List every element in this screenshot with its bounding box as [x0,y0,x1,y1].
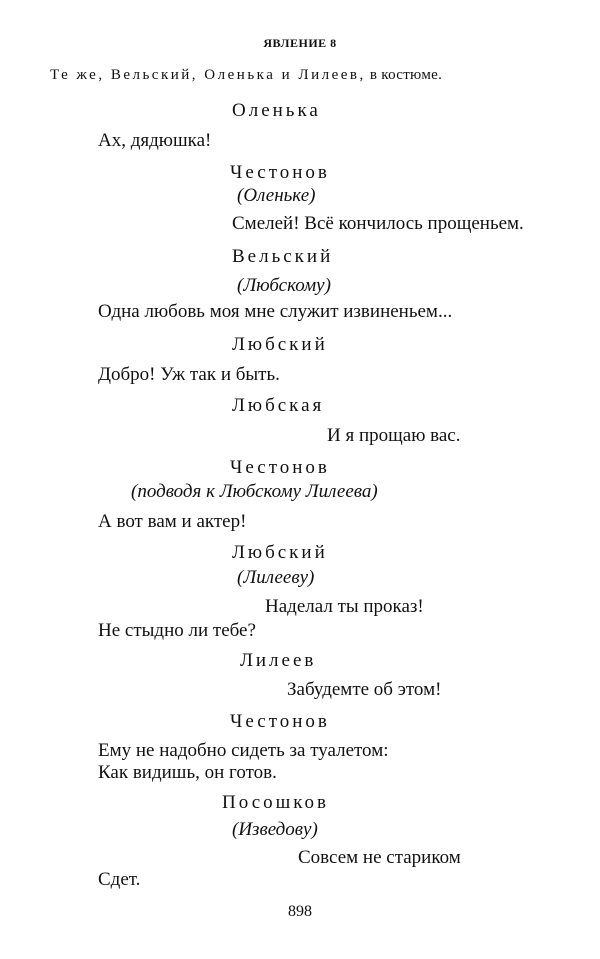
speaker-chestonov: Честонов [230,457,330,478]
page-number: 898 [288,903,312,920]
speaker-lyubsky: Любский [232,542,328,563]
scene-title: ЯВЛЕНИЕ 8 [263,36,337,50]
stage-direction: (Лилееву) [237,567,315,588]
verse-line: Не стыдно ли тебе? [98,620,256,641]
stage-direction: (Оленьке) [237,185,316,206]
verse-line: Как видишь, он готов. [98,762,277,783]
verse-line: Забудемте об этом! [287,679,442,700]
speaker-poshkov: Посошков [222,792,329,813]
speaker-chestonov: Честонов [230,711,330,732]
stage-intro [50,68,442,83]
verse-line: Одна любовь моя мне служит извиненьем... [98,301,453,322]
speaker-lileev: Лилеев [240,650,317,671]
stage-intro-names: Те же, Вельский, Оленька и Лилеев, [50,67,366,83]
speaker-lyubskaya: Любская [232,395,325,416]
speaker-velsky: Вельский [232,246,334,267]
verse-line: Наделал ты проказ! [265,596,424,617]
stage-direction: (Любскому) [237,275,331,296]
verse-line: Смелей! Всё кончилось прощеньем. [232,213,524,234]
verse-line: Добро! Уж так и быть. [98,364,280,385]
speaker-olenka: Оленька [232,100,321,121]
verse-line: И я прощаю вас. [327,425,461,446]
stage-direction: (Изведову) [232,819,318,840]
verse-line: Ему не надобно сидеть за туалетом: [98,740,389,761]
verse-line: Совсем не стариком [298,847,461,868]
stage-intro-rest: в костюме. [369,67,443,83]
verse-line: А вот вам и актер! [98,511,247,532]
stage-direction: (подводя к Любскому Лилеева) [131,481,378,502]
speaker-chestonov: Честонов [230,162,330,183]
speaker-lyubsky: Любский [232,334,328,355]
verse-line: Сдет. [98,869,141,890]
verse-line: Ах, дядюшка! [98,130,212,151]
